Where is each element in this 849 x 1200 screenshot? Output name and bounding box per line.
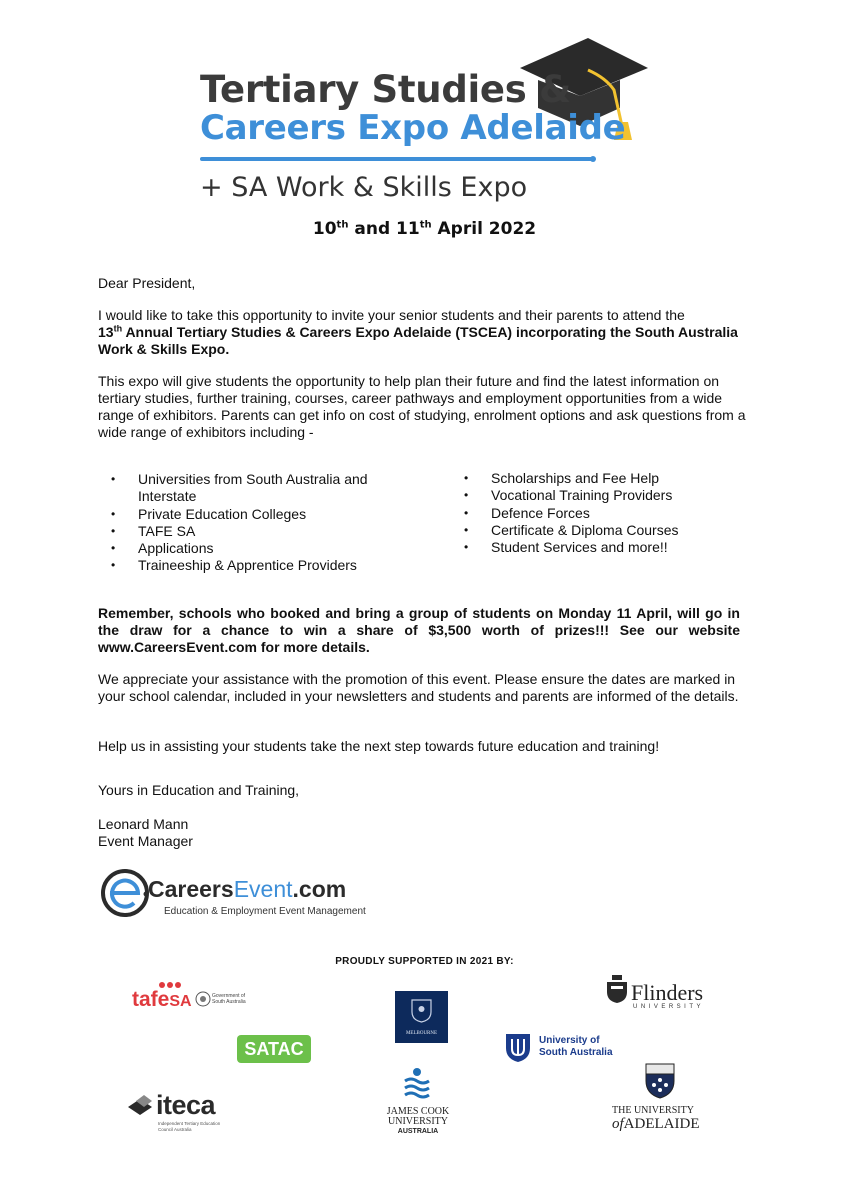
exhibitor-list-item: • TAFE SA: [98, 523, 398, 540]
university-of-melbourne-logo: [395, 991, 448, 1043]
exhibitor-list-item: • Private Education Colleges: [98, 506, 398, 523]
signer-title: Event Manager: [98, 833, 193, 849]
satac-logo: SATAC: [237, 1035, 311, 1063]
prize-draw-paragraph: Remember, schools who booked and bring a group of students on Monday 11 April, will go in the draw for a chance to win a share of $3,500 worth of prizes!!! See our website www.CareersEvent.com for more details.: [98, 605, 740, 655]
unisa-line1: University of: [539, 1035, 600, 1046]
sa-government-text: Government of South Australia: [212, 993, 246, 1005]
flinders-wordmark: Flinders: [631, 980, 704, 1005]
exhibitor-list-item: • Vocational Training Providers: [451, 487, 771, 504]
closing-line: Yours in Education and Training,: [98, 782, 300, 798]
melbourne-shield-icon: [411, 999, 432, 1023]
appreciation-paragraph: We appreciate your assistance with the promotion of this event. Please ensure the dates are marked in your school calendar, included in your newsletters and students and parents are informed of the details.: [98, 671, 739, 704]
careers-event-tagline: Education & Employment Event Management: [164, 906, 366, 917]
exhibitor-list-item: • Defence Forces: [451, 505, 771, 522]
expo-subtitle: + SA Work & Skills Expo: [200, 172, 528, 203]
careers-event-wordmark: CareersEvent.com: [148, 876, 347, 902]
adelaide-line1: THE UNIVERSITY: [612, 1105, 694, 1116]
flinders-crest-icon: [606, 974, 628, 1004]
iteca-subtext: Independent Tertiary Education Council Australia: [158, 1121, 221, 1132]
jcu-line2: UNIVERSITY: [388, 1116, 448, 1127]
tafe-dots-icon: [150, 980, 190, 990]
unisa-shield-icon: [505, 1033, 531, 1063]
unisa-line2: South Australia: [539, 1047, 613, 1058]
jcu-line1: JAMES COOK: [386, 1106, 450, 1117]
exhibitor-list-item: • Certificate & Diploma Courses: [451, 522, 771, 539]
iteca-cube-icon: [124, 1093, 158, 1119]
expo-description-paragraph: This expo will give students the opportunity to help plan their future and find the latest information on tertiary studies, further training, courses, career pathways and employment opportunities from a wide range of exhibitors. Parents can get info on cost of studying, enrolment options and ask questions from a wide range of exhibitors including -: [98, 373, 746, 440]
exhibitor-list-item: • Traineeship & Apprentice Providers: [98, 557, 398, 574]
help-paragraph: Help us in assisting your students take the next step towards future education and training!: [98, 738, 660, 754]
jcu-wordmark: [381, 1107, 455, 1137]
title-underline: [200, 157, 593, 161]
careers-event-e-icon: [100, 866, 150, 920]
expo-title-line2: Careers Expo Adelaide: [200, 108, 626, 148]
sa-government-crest-icon: [195, 991, 211, 1007]
tafe-sa-logo: tafeSA: [132, 988, 192, 1011]
flinders-subtext: UNIVERSITY: [633, 1004, 705, 1010]
melbourne-text: MELBOURNE: [405, 1031, 438, 1036]
adelaide-crest-icon: [645, 1063, 675, 1099]
unisa-wordmark: [539, 1035, 613, 1059]
iteca-wordmark: iteca: [156, 1090, 216, 1120]
jcu-line3: AUSTRALIA: [397, 1128, 439, 1135]
jcu-waves-icon: [403, 1067, 431, 1103]
supporters-heading: PROUDLY SUPPORTED IN 2021 BY:: [335, 956, 514, 967]
exhibitor-list-item: • Scholarships and Fee Help: [451, 470, 771, 487]
exhibitor-list-right: [451, 470, 771, 556]
exhibitor-list-item: • Applications: [98, 540, 398, 557]
exhibitor-list-left: [98, 471, 398, 575]
salutation: Dear President,: [98, 275, 196, 291]
signer-name: Leonard Mann: [98, 816, 189, 832]
title-underline-dot: [590, 156, 596, 162]
exhibitor-list-item: • Universities from South Australia and Interstate: [98, 471, 398, 506]
adelaide-line2: ofADELAIDE: [612, 1116, 700, 1132]
intro-paragraph: I would like to take this opportunity to invite your senior students and their parents to attend the 13th Annual Tertiary Studies & Careers Expo Adelaide (TSCEA) incorporating the South Australia Work & Skills Expo.: [98, 307, 738, 357]
exhibitor-list-item: • Student Services and more!!: [451, 539, 771, 556]
event-date: 10th and 11th April 2022: [312, 219, 537, 239]
expo-title-line1: Tertiary Studies &: [200, 68, 571, 111]
